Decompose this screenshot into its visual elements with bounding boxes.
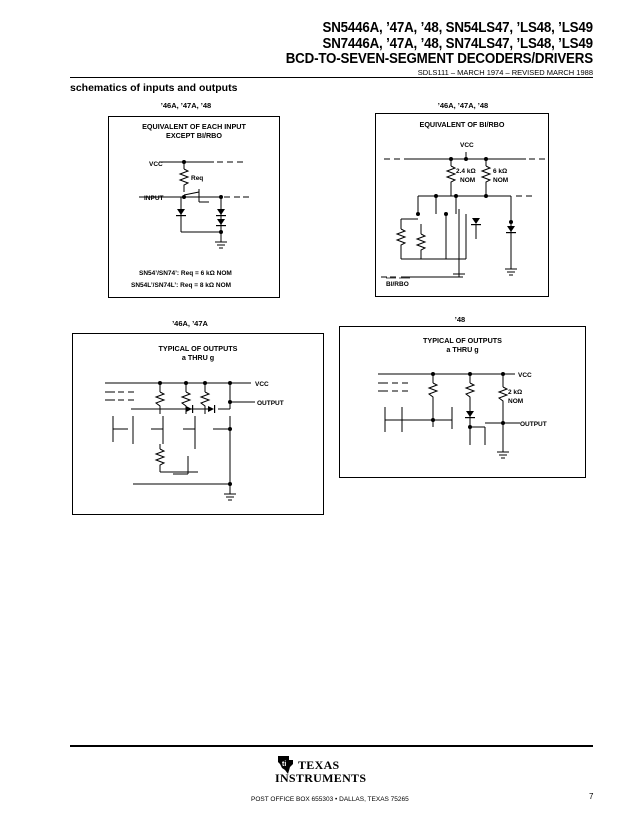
outputs-b-r-nom: NOM [508,398,524,405]
input-pin-label: INPUT [144,195,164,202]
input-note-low-power: SN54L’/SN74L’: Req = 8 kΩ NOM [131,282,232,289]
input-req-label: Req [191,175,204,182]
panel-bi-rbo-label: ’46A, ’47A, ’48 [437,101,489,110]
header-part-numbers-line2: SN7446A, ’47A, ’48, SN74LS47, ’LS48, ’LS49 [322,36,593,52]
panel-outputs-a-title: TYPICAL OF OUTPUTS [158,344,238,353]
brand-name-instruments: INSTRUMENTS [275,771,367,785]
outputs-a-circuit-diagram [73,334,323,514]
panel-outputs-b-title: TYPICAL OF OUTPUTS [423,336,502,345]
input-circuit-diagram [109,117,279,297]
brand-name-texas: TEXAS [298,758,340,772]
outputs-b-vcc-label: VCC [518,372,532,379]
bi-rbo-circuit-diagram [376,114,548,296]
page-number: 7 [589,792,594,801]
footer-rule [70,745,593,747]
panel-outputs-b-label: ’48 [454,315,466,324]
input-note-standard: SN54’/SN74’: Req = 6 kΩ NOM [139,270,232,277]
panel-outputs-a-schematic [72,333,324,515]
outputs-a-vcc-label: VCC [255,381,269,388]
bi-rbo-r1-nom: NOM [460,177,476,184]
header-part-numbers-line1: SN5446A, ’47A, ’48, SN54LS47, ’LS48, ’LS49 [322,20,593,36]
outputs-b-r-value: 2 kΩ [508,389,523,396]
bi-rbo-vcc-label: VCC [460,142,474,149]
bi-rbo-r2-nom: NOM [493,177,509,184]
panel-input-label: ’46A, ’47A, ’48 [160,101,212,110]
panel-outputs-a-label: ’46A, ’47A [172,319,208,328]
panel-outputs-a-subtitle: a THRU g [181,353,215,362]
header-doc-reference: SDLS111 – MARCH 1974 – REVISED MARCH 1988 [417,68,593,77]
header-device-title: BCD-TO-SEVEN-SEGMENT DECODERS/DRIVERS [285,51,593,67]
panel-input-title: EQUIVALENT OF EACH INPUT [142,122,246,131]
header-rule [70,77,593,78]
panel-input-schematic [108,116,280,298]
footer-address: POST OFFICE BOX 655303 • DALLAS, TEXAS 75265 [251,796,409,803]
panel-bi-rbo-schematic [375,113,549,297]
panel-outputs-b-schematic [339,326,586,478]
bi-rbo-r2-value: 6 kΩ [493,168,508,175]
panel-bi-rbo-title: EQUIVALENT OF BI/RBO [419,120,505,129]
input-vcc-label: VCC [149,161,163,168]
bi-rbo-pin-label: BI/RBO [386,281,409,288]
panel-input-subtitle: EXCEPT BI/RBO [166,131,222,140]
outputs-b-circuit-diagram [340,327,585,477]
outputs-a-output-label: OUTPUT [257,400,284,407]
panel-outputs-b-subtitle: a THRU g [446,345,479,354]
outputs-b-output-label: OUTPUT [520,421,547,428]
bi-rbo-r1-value: 2.4 kΩ [456,168,476,175]
svg-text:ti: ti [282,761,287,768]
section-title: schematics of inputs and outputs [70,82,238,94]
